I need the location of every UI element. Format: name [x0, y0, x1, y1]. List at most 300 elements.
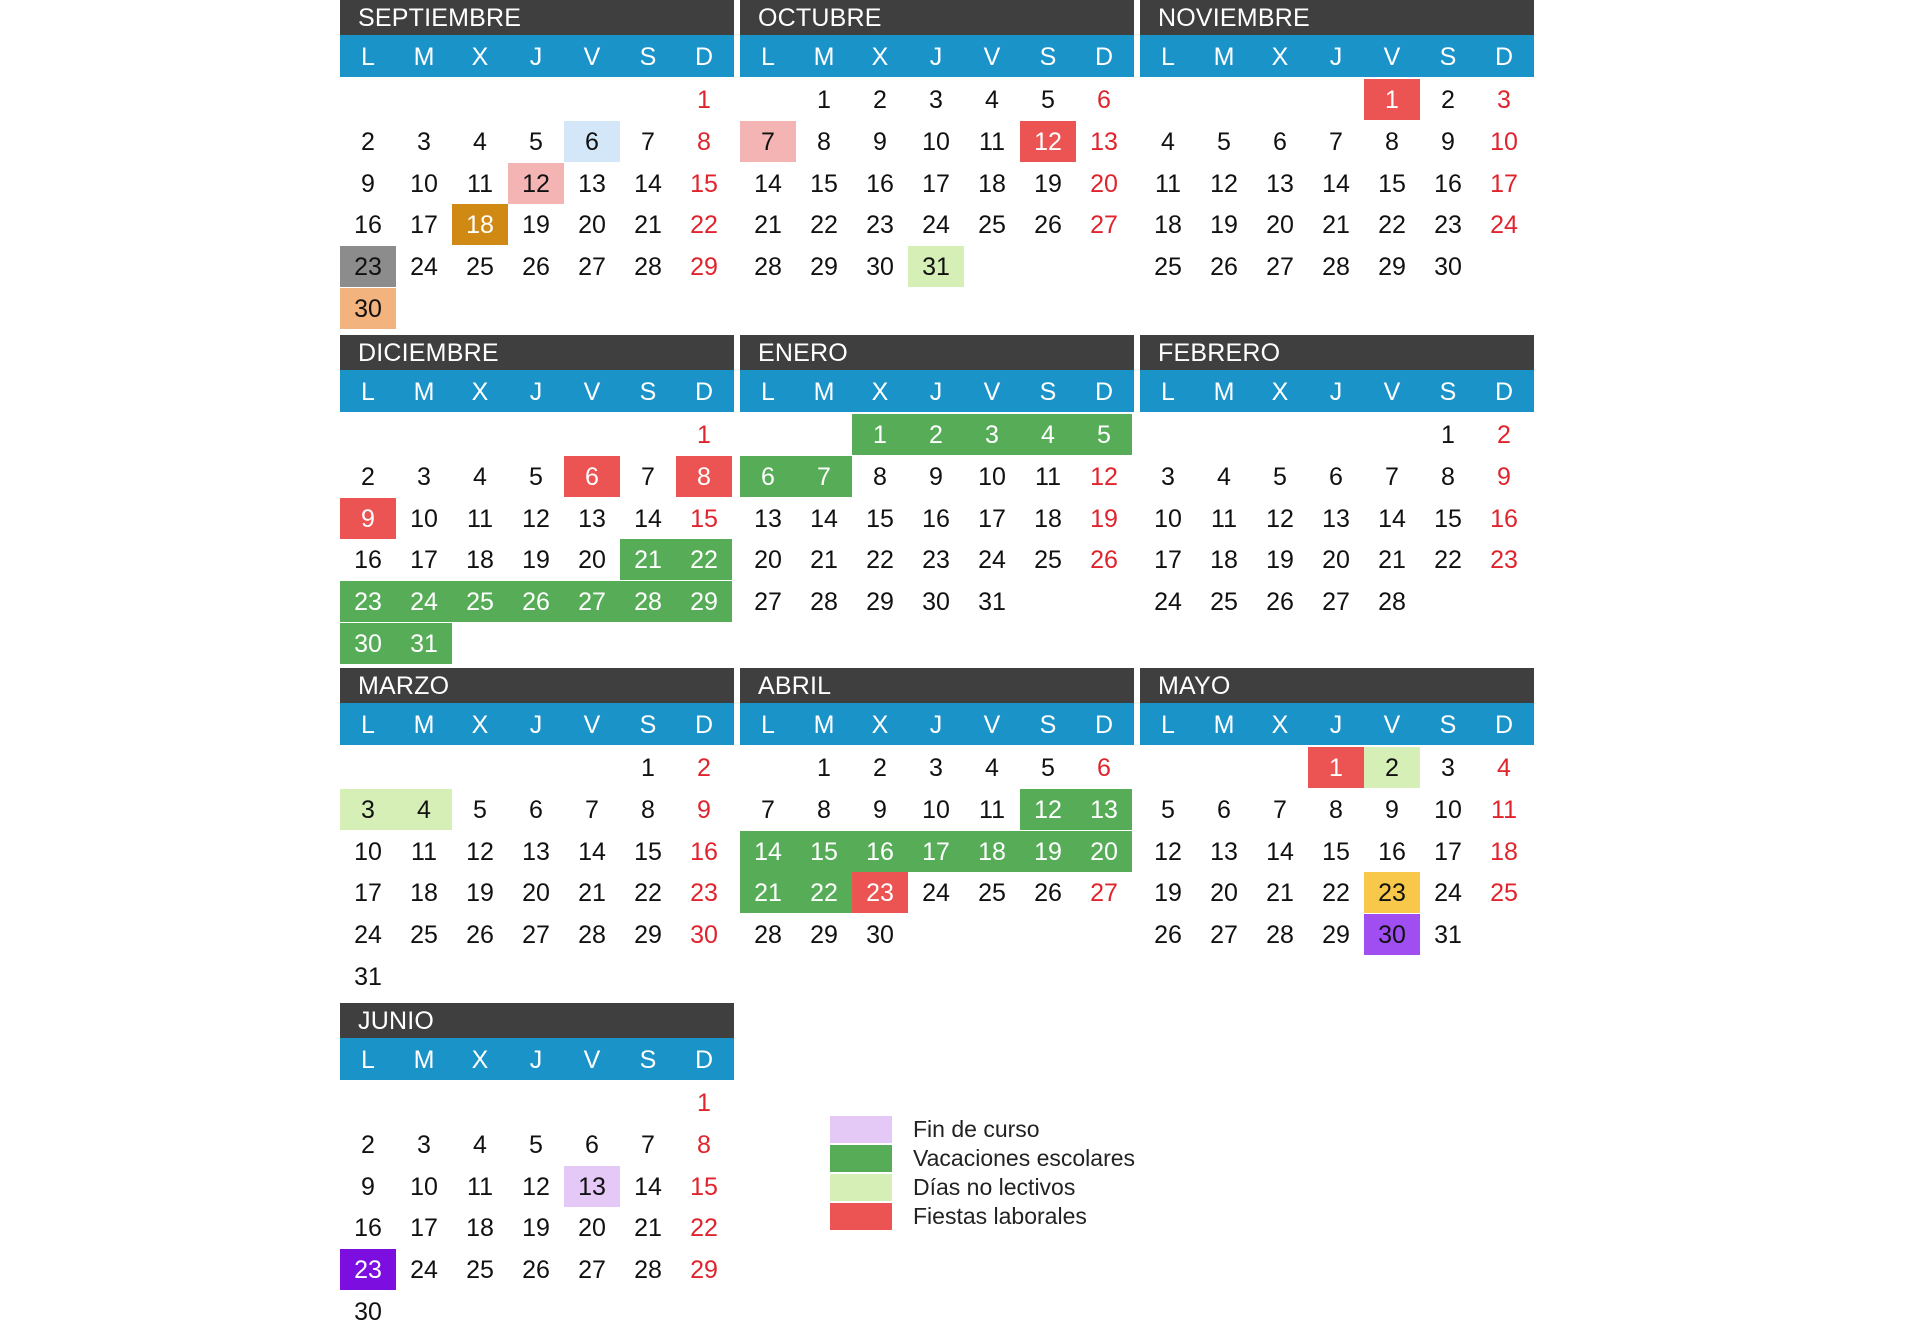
day-cell: 19 [522, 1214, 550, 1243]
weekday-header: V [583, 711, 601, 739]
weekday-header: J [529, 378, 543, 406]
day-cell: 22 [690, 1214, 718, 1243]
day-cell: 28 [1378, 588, 1406, 617]
weekday-header: L [1161, 711, 1175, 739]
day-cell: 11 [1035, 462, 1061, 491]
month-enero [740, 335, 1134, 617]
day-cell: 4 [1217, 462, 1231, 491]
day-cell: 3 [1441, 754, 1455, 782]
day-cell: 30 [922, 588, 950, 617]
day-cell: 29 [690, 253, 718, 282]
day-cell: 29 [866, 588, 894, 617]
day-cell: 18 [1490, 837, 1518, 866]
weekday-header: J [1329, 711, 1343, 739]
day-cell: 22 [1322, 879, 1350, 908]
day-cell: 12 [1020, 789, 1076, 830]
day-cell: 16 [354, 1214, 382, 1243]
day-cell: 10 [1490, 127, 1518, 156]
day-cell: 3 [1497, 86, 1511, 114]
day-cell: 26 [522, 253, 550, 282]
weekday-header: S [639, 43, 657, 71]
day-cell: 15 [796, 831, 852, 872]
day-cell: 16 [1378, 837, 1406, 866]
day-cell: 23 [1364, 872, 1420, 913]
day-cell: 17 [354, 879, 382, 908]
weekday-header: J [529, 43, 543, 71]
day-cell: 15 [1322, 837, 1350, 866]
day-cell: 23 [340, 246, 396, 287]
day-cell: 1 [1364, 79, 1420, 120]
weekday-header: V [583, 1046, 601, 1074]
day-cell: 6 [585, 1130, 599, 1159]
day-cell: 18 [1034, 504, 1062, 533]
day-cell: 7 [1329, 127, 1343, 156]
day-cell: 13 [578, 504, 606, 533]
month-title: NOVIEMBRE [1140, 0, 1534, 35]
day-cell: 8 [1329, 795, 1343, 824]
day-cell: 25 [410, 921, 438, 950]
day-cell: 11 [1491, 795, 1517, 824]
day-cell: 24 [410, 253, 438, 282]
day-cell: 16 [922, 504, 950, 533]
weekday-header: D [1094, 43, 1114, 71]
day-cell: 27 [564, 581, 620, 622]
day-cell: 23 [340, 581, 396, 622]
day-cell: 5 [1161, 795, 1175, 824]
day-cell: 9 [1441, 127, 1455, 156]
weekday-header: D [1494, 43, 1514, 71]
weekday-header: X [471, 43, 489, 71]
day-cell: 17 [908, 831, 964, 872]
day-cell: 10 [922, 127, 950, 156]
day-cell: 12 [1090, 462, 1118, 491]
day-cell: 9 [929, 462, 943, 491]
weekday-header: L [761, 43, 775, 71]
day-cell: 19 [1020, 831, 1076, 872]
day-cell: 6 [564, 121, 620, 162]
weekday-header: X [1271, 711, 1289, 739]
day-cell: 23 [1434, 211, 1462, 240]
day-cell: 29 [634, 921, 662, 950]
day-cell: 23 [866, 211, 894, 240]
day-cell: 19 [1210, 211, 1238, 240]
day-cell: 9 [340, 498, 396, 539]
weekday-header: J [529, 711, 543, 739]
weekday-header-row [1140, 370, 1534, 412]
day-cell: 11 [467, 1172, 493, 1201]
weekday-header: L [361, 1046, 375, 1074]
weekday-header: M [813, 378, 835, 406]
day-cell: 7 [796, 456, 852, 497]
day-cell: 8 [1441, 462, 1455, 491]
day-cell: 4 [473, 127, 487, 156]
day-cell: 25 [978, 879, 1006, 908]
weekday-header: X [871, 43, 889, 71]
weekday-header-row [740, 370, 1134, 412]
day-cell: 19 [1090, 504, 1118, 533]
weekday-header-row [340, 35, 734, 77]
weekday-header: X [471, 1046, 489, 1074]
day-cell: 14 [810, 504, 838, 533]
day-cell: 16 [1434, 169, 1462, 198]
day-cell: 19 [1266, 546, 1294, 575]
day-cell: 12 [466, 837, 494, 866]
day-cell: 7 [740, 121, 796, 162]
weekday-header: V [1383, 378, 1401, 406]
day-cell: 5 [529, 1130, 543, 1159]
day-cell: 4 [1020, 414, 1076, 455]
day-cell: 28 [634, 1256, 662, 1285]
weekday-header: V [983, 378, 1001, 406]
day-cell: 18 [452, 204, 508, 245]
day-cell: 28 [578, 921, 606, 950]
day-cell: 1 [1441, 421, 1455, 449]
legend-item-vacaciones [830, 1144, 1135, 1173]
day-cell: 24 [410, 1256, 438, 1285]
day-cell: 5 [529, 462, 543, 491]
day-cell: 19 [522, 211, 550, 240]
day-cell: 30 [690, 921, 718, 950]
day-cell: 8 [697, 127, 711, 156]
day-cell: 28 [810, 588, 838, 617]
day-cell: 17 [978, 504, 1006, 533]
weekday-header: M [813, 711, 835, 739]
day-cell: 27 [1322, 588, 1350, 617]
day-cell: 13 [578, 169, 606, 198]
day-cell: 9 [873, 127, 887, 156]
day-cell: 15 [1378, 169, 1406, 198]
weekday-header: S [1439, 43, 1457, 71]
day-cell: 27 [1090, 211, 1118, 240]
day-cell: 8 [873, 462, 887, 491]
day-cell: 23 [1490, 546, 1518, 575]
day-cell: 6 [564, 456, 620, 497]
day-cell: 4 [1161, 127, 1175, 156]
day-cell: 9 [361, 1172, 375, 1201]
day-cell: 15 [634, 837, 662, 866]
day-cell: 10 [410, 504, 438, 533]
day-cell: 5 [1041, 86, 1055, 114]
day-cell: 27 [522, 921, 550, 950]
weekday-header: M [813, 43, 835, 71]
day-cell: 29 [676, 581, 732, 622]
day-cell: 9 [361, 169, 375, 198]
weekday-header: L [1161, 43, 1175, 71]
legend-swatch [830, 1116, 892, 1143]
day-cell: 19 [522, 546, 550, 575]
day-cell: 8 [1385, 127, 1399, 156]
day-cell: 10 [922, 795, 950, 824]
day-cell: 12 [522, 1172, 550, 1201]
day-cell: 21 [578, 879, 606, 908]
weekday-header: M [1213, 711, 1235, 739]
day-cell: 25 [466, 253, 494, 282]
day-cell: 30 [340, 288, 396, 329]
weekday-header: V [983, 711, 1001, 739]
day-cell: 15 [1434, 504, 1462, 533]
weekday-header: M [413, 378, 435, 406]
day-cell: 14 [1322, 169, 1350, 198]
day-cell: 8 [676, 456, 732, 497]
day-cell: 12 [1210, 169, 1238, 198]
day-cell: 21 [620, 539, 676, 580]
day-cell: 1 [697, 86, 711, 114]
weekday-header: D [1494, 711, 1514, 739]
weekday-header: J [929, 43, 943, 71]
day-cell: 28 [1266, 921, 1294, 950]
day-cell: 7 [641, 127, 655, 156]
day-cell: 12 [522, 504, 550, 533]
weekday-header: S [639, 378, 657, 406]
day-cell: 21 [754, 211, 782, 240]
day-cell: 30 [1434, 253, 1462, 282]
day-cell: 24 [1434, 879, 1462, 908]
legend-label: Fiestas laborales [913, 1203, 1087, 1229]
day-cell: 11 [411, 837, 437, 866]
day-cell: 3 [964, 414, 1020, 455]
day-cell: 17 [1490, 169, 1518, 198]
day-cell: 28 [1322, 253, 1350, 282]
day-cell: 11 [979, 795, 1005, 824]
weekday-header: M [1213, 378, 1235, 406]
day-cell: 12 [508, 163, 564, 204]
day-cell: 9 [1385, 795, 1399, 824]
day-cell: 25 [978, 211, 1006, 240]
day-cell: 24 [1154, 588, 1182, 617]
day-cell: 13 [1266, 169, 1294, 198]
day-cell: 28 [634, 253, 662, 282]
day-cell: 31 [978, 588, 1006, 617]
legend-label: Días no lectivos [913, 1174, 1076, 1200]
day-cell: 6 [1329, 462, 1343, 491]
day-cell: 25 [1210, 588, 1238, 617]
day-cell: 31 [908, 246, 964, 287]
month-abril [740, 668, 1134, 950]
day-cell: 16 [354, 546, 382, 575]
day-cell: 26 [522, 1256, 550, 1285]
month-title: JUNIO [340, 1003, 734, 1038]
day-cell: 22 [796, 872, 852, 913]
day-cell: 6 [529, 795, 543, 824]
weekday-header: S [639, 711, 657, 739]
month-mayo [1140, 668, 1534, 950]
month-febrero [1140, 335, 1534, 617]
legend-item-no-lectivos [830, 1173, 1135, 1202]
day-cell: 2 [1497, 421, 1511, 449]
day-cell: 4 [985, 754, 999, 782]
day-cell: 13 [1090, 127, 1118, 156]
day-cell: 18 [466, 546, 494, 575]
day-cell: 30 [1364, 914, 1420, 955]
day-cell: 16 [852, 831, 908, 872]
day-cell: 6 [1217, 795, 1231, 824]
day-cell: 21 [1378, 546, 1406, 575]
day-cell: 19 [466, 879, 494, 908]
day-cell: 25 [466, 1256, 494, 1285]
day-cell: 20 [1210, 879, 1238, 908]
day-cell: 8 [641, 795, 655, 824]
day-cell: 3 [417, 1130, 431, 1159]
month-junio [340, 1003, 734, 1326]
weekday-header: D [694, 1046, 714, 1074]
day-cell: 6 [740, 456, 796, 497]
month-title: SEPTIEMBRE [340, 0, 734, 35]
day-cell: 20 [754, 546, 782, 575]
day-cell: 1 [697, 1089, 711, 1117]
legend-swatch [830, 1203, 892, 1230]
day-cell: 3 [1161, 462, 1175, 491]
day-cell: 20 [1076, 831, 1132, 872]
weekday-header: S [1439, 711, 1457, 739]
weekday-header: X [871, 711, 889, 739]
weekday-header: S [1439, 378, 1457, 406]
day-cell: 24 [354, 921, 382, 950]
day-cell: 4 [473, 462, 487, 491]
day-cell: 5 [1041, 754, 1055, 782]
month-octubre [740, 0, 1134, 282]
day-cell: 28 [620, 581, 676, 622]
day-cell: 16 [1490, 504, 1518, 533]
day-cell: 1 [1308, 747, 1364, 788]
day-cell: 26 [1034, 879, 1062, 908]
day-cell: 3 [417, 462, 431, 491]
day-cell: 28 [754, 253, 782, 282]
weekday-header: D [694, 711, 714, 739]
day-cell: 26 [508, 581, 564, 622]
day-cell: 10 [1154, 504, 1182, 533]
day-cell: 30 [866, 921, 894, 950]
day-cell: 14 [754, 169, 782, 198]
day-cell: 5 [1076, 414, 1132, 455]
weekday-header-row [1140, 35, 1534, 77]
day-cell: 26 [466, 921, 494, 950]
weekday-header: V [983, 43, 1001, 71]
day-cell: 2 [873, 754, 887, 782]
day-cell: 26 [1090, 546, 1118, 575]
day-cell: 16 [690, 837, 718, 866]
day-cell: 24 [1490, 211, 1518, 240]
day-cell: 2 [908, 414, 964, 455]
weekday-header: S [639, 1046, 657, 1074]
day-cell: 2 [1441, 86, 1455, 114]
day-cell: 14 [740, 831, 796, 872]
day-cell: 7 [761, 795, 775, 824]
day-cell: 20 [1266, 211, 1294, 240]
day-cell: 26 [1034, 211, 1062, 240]
month-title: FEBRERO [1140, 335, 1534, 370]
day-cell: 7 [585, 795, 599, 824]
day-cell: 15 [810, 169, 838, 198]
day-cell: 24 [922, 211, 950, 240]
day-cell: 23 [340, 1249, 396, 1290]
weekday-header-row [340, 370, 734, 412]
weekday-header: M [413, 1046, 435, 1074]
weekday-header: D [694, 43, 714, 71]
day-cell: 23 [690, 879, 718, 908]
day-cell: 29 [1378, 253, 1406, 282]
month-marzo [340, 668, 734, 991]
weekday-header: D [1094, 711, 1114, 739]
day-cell: 27 [754, 588, 782, 617]
weekday-header-row [740, 703, 1134, 745]
day-cell: 14 [1378, 504, 1406, 533]
day-cell: 6 [1097, 86, 1111, 114]
legend-swatch [830, 1174, 892, 1201]
weekday-header: M [413, 711, 435, 739]
day-cell: 2 [361, 127, 375, 156]
month-title: DICIEMBRE [340, 335, 734, 370]
day-cell: 15 [866, 504, 894, 533]
day-cell: 29 [1322, 921, 1350, 950]
day-cell: 19 [1154, 879, 1182, 908]
legend-item-fin-de-curso [830, 1115, 1135, 1144]
day-cell: 20 [578, 1214, 606, 1243]
day-cell: 16 [354, 211, 382, 240]
day-cell: 7 [641, 462, 655, 491]
day-cell: 14 [578, 837, 606, 866]
day-cell: 14 [634, 504, 662, 533]
day-cell: 2 [697, 754, 711, 782]
day-cell: 15 [690, 1172, 718, 1201]
day-cell: 2 [361, 1130, 375, 1159]
day-cell: 3 [929, 86, 943, 114]
day-cell: 27 [578, 253, 606, 282]
day-cell: 4 [473, 1130, 487, 1159]
day-cell: 1 [817, 86, 831, 114]
month-title: OCTUBRE [740, 0, 1134, 35]
day-cell: 31 [1434, 921, 1462, 950]
weekday-header: V [1383, 711, 1401, 739]
weekday-header: D [1494, 378, 1514, 406]
month-title: ABRIL [740, 668, 1134, 703]
day-cell: 10 [978, 462, 1006, 491]
weekday-header: X [471, 378, 489, 406]
day-cell: 3 [929, 754, 943, 782]
day-cell: 11 [1211, 504, 1237, 533]
day-cell: 11 [1155, 169, 1181, 198]
weekday-header: L [761, 711, 775, 739]
day-cell: 12 [1020, 121, 1076, 162]
legend [830, 1115, 1135, 1231]
day-cell: 23 [852, 872, 908, 913]
day-cell: 22 [810, 211, 838, 240]
day-cell: 3 [417, 127, 431, 156]
day-cell: 22 [1434, 546, 1462, 575]
day-cell: 25 [452, 581, 508, 622]
weekday-header-row [1140, 703, 1534, 745]
weekday-header: J [1329, 43, 1343, 71]
day-cell: 3 [340, 789, 396, 830]
legend-label: Fin de curso [913, 1116, 1040, 1142]
day-cell: 27 [1266, 253, 1294, 282]
day-cell: 10 [410, 1172, 438, 1201]
day-cell: 25 [1034, 546, 1062, 575]
day-cell: 14 [634, 1172, 662, 1201]
weekday-header: X [471, 711, 489, 739]
day-cell: 11 [467, 504, 493, 533]
weekday-header: M [1213, 43, 1235, 71]
day-cell: 20 [1322, 546, 1350, 575]
day-cell: 20 [1090, 169, 1118, 198]
day-cell: 5 [473, 795, 487, 824]
day-cell: 12 [1266, 504, 1294, 533]
day-cell: 26 [1154, 921, 1182, 950]
day-cell: 11 [979, 127, 1005, 156]
day-cell: 10 [410, 169, 438, 198]
day-cell: 8 [817, 795, 831, 824]
day-cell: 15 [690, 169, 718, 198]
day-cell: 17 [1154, 546, 1182, 575]
